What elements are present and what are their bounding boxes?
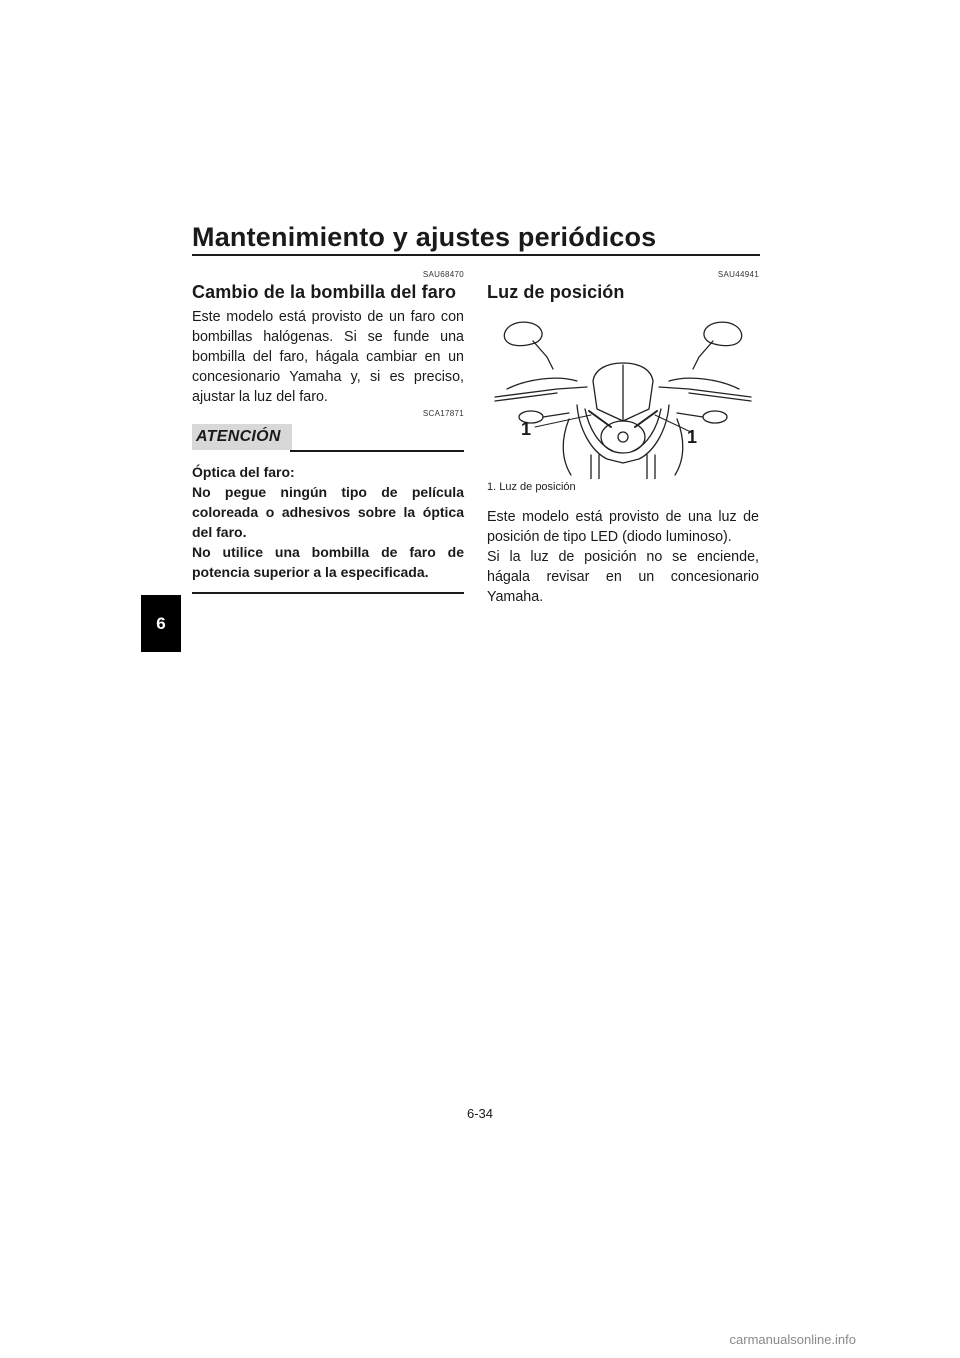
callout-label-right: 1 <box>687 427 698 447</box>
attention-end-rule <box>192 592 464 594</box>
attention-label: ATENCIÓN <box>192 424 292 450</box>
chapter-tab: 6 <box>141 595 181 652</box>
page-number: 6-34 <box>466 1106 494 1121</box>
attention-line: Óptica del faro: <box>192 464 295 480</box>
section-code: SAU68470 <box>422 270 464 279</box>
figure-caption: 1. Luz de posición <box>487 481 576 493</box>
headlight-paragraph: Este modelo está provisto de un faro con bombillas halógenas. Si se funde una bombilla del faro, hágala cambiar en un concesionario Yamaha y, si es preciso, ajustar la luz del faro. <box>192 309 464 405</box>
header-rule <box>192 254 760 256</box>
right-column <box>487 270 759 607</box>
motorcycle-front-illustration <box>487 309 759 479</box>
left-column <box>192 270 464 594</box>
section-code: SAU44941 <box>717 270 759 279</box>
section-title-position-light: Luz de posición <box>487 282 625 302</box>
page-header-title: Mantenimiento y ajustes periódicos <box>192 222 657 252</box>
position-light-paragraph-2: Si la luz de posición no se enciende, hágala revisar en un concesionario Yamaha. <box>487 549 759 605</box>
attention-line: No utilice una bombilla de faro de potencia superior a la especificada. <box>192 544 464 580</box>
position-light-paragraph-1: Este modelo está provisto de una luz de posición de tipo LED (diodo luminoso). <box>487 509 759 545</box>
attention-body <box>192 462 464 582</box>
motorcycle-line-drawing <box>487 309 759 479</box>
attention-line: No pegue ningún tipo de película coloreada o adhesivos sobre la óptica del faro. <box>192 484 464 540</box>
attention-rule <box>290 450 464 452</box>
callout-label-left: 1 <box>521 419 532 439</box>
watermark-text: carmanualsonline.info <box>729 1332 856 1347</box>
section-title-headlight-bulb: Cambio de la bombilla del faro <box>192 282 457 302</box>
attention-header <box>192 424 464 456</box>
attention-code: SCA17871 <box>422 409 464 418</box>
